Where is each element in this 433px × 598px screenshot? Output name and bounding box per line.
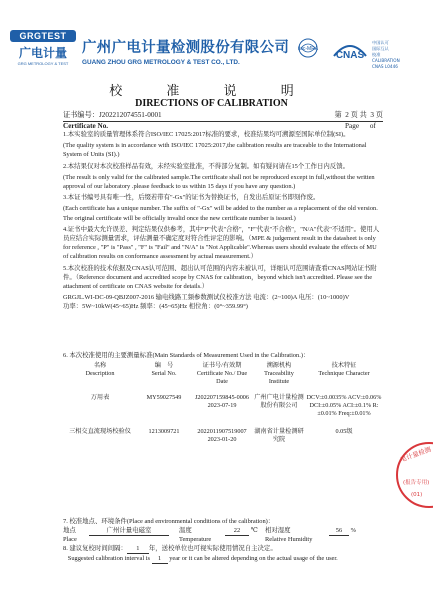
- cnas-text-line: 校准: [372, 52, 381, 57]
- cnas-label: CNAS: [335, 50, 365, 61]
- cell-character: DCV:±0.0035% ACV:±0.06% DCI:±0.05% ACI:±0.1% R:±0.01% Freq:±0.01%: [306, 394, 382, 417]
- temp-en: Temperature: [179, 536, 212, 543]
- table-row: [63, 418, 383, 444]
- logo-en: GRG METROLOGY & TEST: [17, 61, 69, 66]
- page-label-en: Page: [345, 122, 360, 130]
- company-name-cn: 广州广电计量检测股份有限公司: [82, 40, 290, 56]
- standards-section: [63, 350, 383, 444]
- table-header-en: [63, 370, 383, 386]
- interval-cn: [63, 544, 383, 554]
- col-header: Description: [85, 370, 115, 377]
- temp-value-cell: [225, 526, 265, 536]
- stamp-text-sub: (报告专用): [403, 480, 430, 486]
- cell-cert: [191, 386, 253, 418]
- humidity-value: 56: [329, 526, 349, 536]
- col-header: Traceability Institute: [264, 370, 294, 385]
- humidity-value-cell: [329, 526, 369, 536]
- page-mid: 页 共: [350, 111, 367, 119]
- cell-cert: [191, 418, 253, 444]
- temp-cn: 温度: [179, 527, 192, 534]
- page-title-en: DIRECTIONS OF CALIBRATION: [135, 98, 288, 109]
- official-stamp-icon: [393, 440, 433, 510]
- interval-en-suffix: year or it can be altered depending on the actual usage of the user.: [169, 555, 338, 562]
- ilac-label: ilac-MRA: [297, 46, 319, 52]
- place-label: [63, 526, 89, 544]
- cell-institute: 广州广电计量检测股份有限公司: [254, 394, 304, 409]
- temp-unit: ℃: [250, 527, 258, 534]
- environment-heading: 7. 校准地点、环境条件(Place and environmental conditions of the calibration)：: [63, 518, 275, 525]
- company-name: [82, 36, 292, 66]
- cnas-text-line: CALIBRATION: [372, 58, 400, 63]
- col-header: Technique Character: [318, 370, 370, 377]
- directions-body: [63, 130, 383, 312]
- direction-3-en: (Each certificate has a unique number. The suffix of "-Gx" will be added to the number as a replacement of the old version. The original certificate will be officially invalid once the new certificate number is issued.): [63, 205, 378, 222]
- cert-number-label: 证书编号：: [63, 111, 99, 119]
- interval-suffix: 年，送校单位也可视实际使用情况自主决定。: [148, 545, 277, 552]
- temp-value: 22: [225, 526, 249, 536]
- direction-2-en: (The result is only valid for the calibrated sample.The certificate shall not be reproduced except in full,without the written approval of our laboratory .please feedback to us within 15 days if you have any question.): [63, 173, 375, 191]
- cert-number-label-en: Certificate No.: [63, 122, 109, 130]
- direction-5: 5.本次校准的技术依据及CNAS认可范围、超出认可范围的内容未被认可，详细认可范围请查看CNAS网站证书附件。（Reference document and accredited scope by CNAS for calibration，beyond which isn't accredited. Please see the attachment of certificate on CNAS website for details.）: [63, 264, 377, 291]
- certificate-number-line: [63, 110, 383, 130]
- table-header-cn: [63, 362, 383, 370]
- cnas-text-line: CNAS L0446: [372, 64, 398, 69]
- interval-en-value: 1: [152, 554, 168, 564]
- table-row: [63, 386, 383, 418]
- cell-name: 三相交直流现场校验仪: [69, 428, 131, 435]
- direction-4: 4.证书中最大允许误差、判定结果仅供参考，其中"P"代表"合格"，"F"代表"不合格"，"N/A"代表"不适用"。使用人员应结合实际测量需求，评估测量不确定度对符合性评定的影响。（MPE & judgement result in the datasheet is only for reference , "P" is "Pass" , "F" is "Fail" and "N/A" is "Not Applicable".Whereas users should evaluate the effects of MU of calibration results on conformance assessment by actual measurement.）: [63, 225, 380, 261]
- logo-badge: GRGTEST: [10, 30, 76, 42]
- logo-cn: 广电计量: [18, 46, 67, 60]
- interval-value: 1: [127, 544, 149, 554]
- humidity-en: Relative Humidity: [265, 536, 313, 543]
- col-header: 编 号: [154, 362, 174, 369]
- cell-name: 万用表: [90, 394, 110, 401]
- temp-label: [179, 526, 225, 544]
- interval-en: [63, 554, 383, 564]
- humidity-label: [265, 526, 329, 544]
- stamp-text-main: 电计量检测: [398, 445, 433, 464]
- company-logo: [10, 30, 76, 66]
- cell-serial: 1213009721: [148, 428, 180, 435]
- cell-character: 0.05级: [335, 428, 353, 435]
- page-indicator-cn: [334, 110, 383, 120]
- environment-row: [63, 526, 383, 544]
- cert-number-value: J202212074551-0001: [98, 111, 162, 119]
- col-header: 名称: [93, 362, 107, 369]
- due-date: 2023-01-20: [207, 436, 237, 443]
- col-header: 溯源机构: [266, 362, 292, 369]
- environment-section: [63, 517, 383, 564]
- col-header: Certificate No./ Due Date: [196, 370, 248, 385]
- col-header: 证书号/有效期: [202, 362, 242, 369]
- humidity-cn: 相对湿度: [265, 527, 291, 534]
- cert-no: J202207159845-0006: [195, 394, 249, 401]
- cell-serial: MY59027549: [146, 394, 182, 401]
- place-en: Place: [63, 536, 77, 543]
- cert-no: 2022011907519007: [197, 428, 247, 435]
- col-header: Serial No.: [151, 370, 177, 377]
- place-cn: 地点: [63, 527, 76, 534]
- page-prefix: 第: [334, 111, 342, 119]
- of-label-en: of: [369, 122, 376, 130]
- direction-1-en: (The quality system is in accordance with ISO/IEC 17025:2017,the calibration results are traceable to the International System of Units (SI).): [63, 142, 367, 159]
- due-date: 2023-07-19: [207, 402, 237, 409]
- page-number: 2: [345, 111, 349, 119]
- reference-line-1: GRGJL.WI-DC-09-QBJZ007-2016 输电线路工频参数测试仪校准方法 电流：(2~100)A 电压：(10~1000)V: [63, 294, 350, 302]
- stamp-text-num: (01): [411, 492, 423, 498]
- col-header: 技术特征: [331, 362, 357, 369]
- company-name-en: GUANG ZHOU GRG METROLOGY & TEST CO., LTD.: [82, 59, 240, 66]
- humidity-unit: %: [350, 527, 356, 534]
- direction-1-cn: 1.本实验室的质量管理体系符合ISO/IEC 17025:2017标准的要求，校准结果均可溯源至国际单位制(SI)。: [63, 131, 350, 138]
- direction-3-cn: 3.本证书编号具有唯一性，后缀若带有"-Gx"的证书为替换证书，自发出后原证书即刻作废。: [63, 194, 320, 202]
- place-value: 广州计量电磁室: [89, 526, 169, 536]
- cell-institute: 湖南省计量检测研究院: [254, 428, 304, 443]
- page-total: 3: [370, 111, 374, 119]
- standards-heading: 6. 本次校准使用的主要测量标准(Main Standards of Measurement Used in the Calibration.)：: [63, 352, 310, 359]
- cnas-text-line: 国际互认: [372, 46, 389, 51]
- page-title-cn: 校 准 说 明: [109, 84, 314, 99]
- cnas-accreditation-text: [372, 40, 416, 70]
- cnas-text-line: 中国认可: [372, 40, 389, 45]
- direction-2-cn: 2.本结果仅对本次校准样品有效，未经实验室批准，不得部分复制。如有疑问请在15个工作日内反馈。: [63, 162, 349, 170]
- cnas-icon: [330, 36, 370, 64]
- page-indicator-en: [345, 122, 383, 130]
- reference-line-2: 功率：5W~10kW(45~65)Hz 频率：(45~65)Hz 相位角：(0°~359.99°): [63, 303, 248, 311]
- standards-table: [63, 362, 383, 444]
- place-value-cell: [89, 526, 179, 536]
- page-suffix: 页: [375, 111, 383, 119]
- interval-en-prefix: Suggested calibration interval is: [67, 555, 150, 562]
- cert-number: [63, 110, 162, 120]
- ilac-mra-icon: [292, 38, 324, 62]
- interval-prefix: 8. 建议复校时间间隔：: [63, 545, 127, 552]
